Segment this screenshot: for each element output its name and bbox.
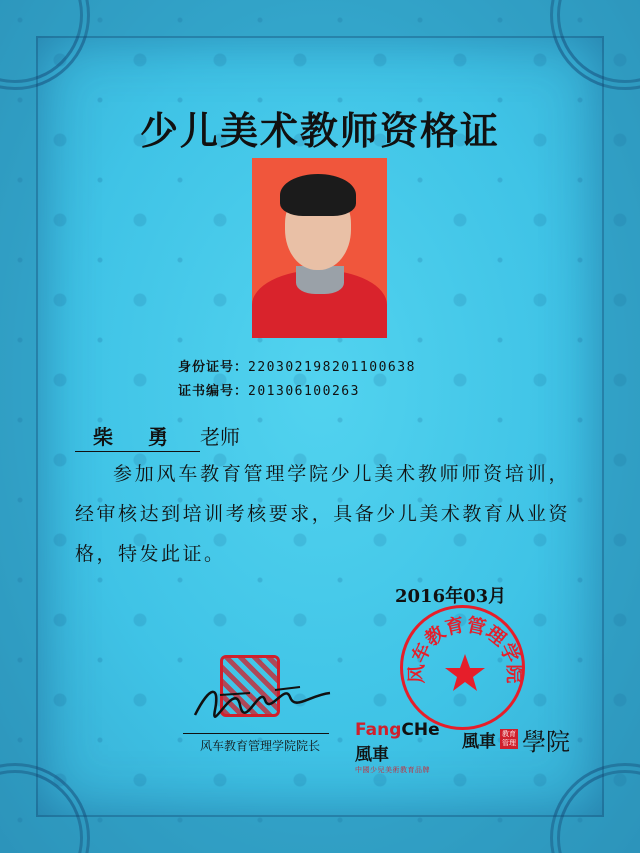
- photo-hair: [280, 174, 356, 216]
- signature-caption: 风车教育管理学院院长: [200, 739, 321, 753]
- certificate-number-value: 201306100263: [248, 384, 360, 399]
- portrait-photo: [252, 158, 387, 338]
- seal-graphic: [403, 608, 528, 733]
- fengche-logo-mark: [355, 720, 447, 765]
- recipient-line: [75, 421, 240, 452]
- photo-collar: [296, 266, 344, 294]
- fengche-logo-subtitle: 中國少兒美術教育品牌: [355, 766, 430, 774]
- school-logo: [462, 722, 570, 756]
- certificate-number-row: [178, 380, 360, 399]
- seal-text: 风车教育管理学院: [405, 613, 526, 684]
- signature-line: [183, 733, 329, 734]
- school-logo-main: 風車: [462, 731, 496, 752]
- issue-date: 2016年03月: [395, 586, 507, 607]
- id-number-row: [178, 356, 416, 375]
- school-logo-tag-bottom: 管理: [502, 739, 516, 747]
- school-logo-tag-top: 教育: [502, 730, 516, 738]
- fengche-logo-mark-latin: Fang: [355, 720, 402, 740]
- school-logo-suffix: 學院: [522, 727, 570, 756]
- certificate-title: 少儿美术教师资格证: [139, 108, 500, 153]
- certificate-body: 参加风车教育管理学院少儿美术教师师资培训，经审核达到培训考核要求，具备少儿美术教育从业资格，特发此证。: [75, 463, 570, 565]
- certificate-number-label: 证书编号：: [178, 384, 249, 399]
- handwritten-signature: [190, 675, 340, 725]
- recipient-title: 老师: [200, 425, 240, 449]
- id-number-value: 220302198201100638: [248, 360, 416, 375]
- official-seal: [400, 605, 525, 730]
- fengche-logo-chinese: 風車: [355, 745, 389, 765]
- fengche-logo-mark-latin-2: CHe: [401, 720, 440, 740]
- school-logo-tag: [500, 729, 518, 749]
- seal-star-icon: [445, 654, 485, 691]
- id-number-label: 身份证号：: [178, 360, 249, 375]
- fengche-logo: [355, 720, 447, 774]
- recipient-name: 柴 勇: [75, 421, 200, 452]
